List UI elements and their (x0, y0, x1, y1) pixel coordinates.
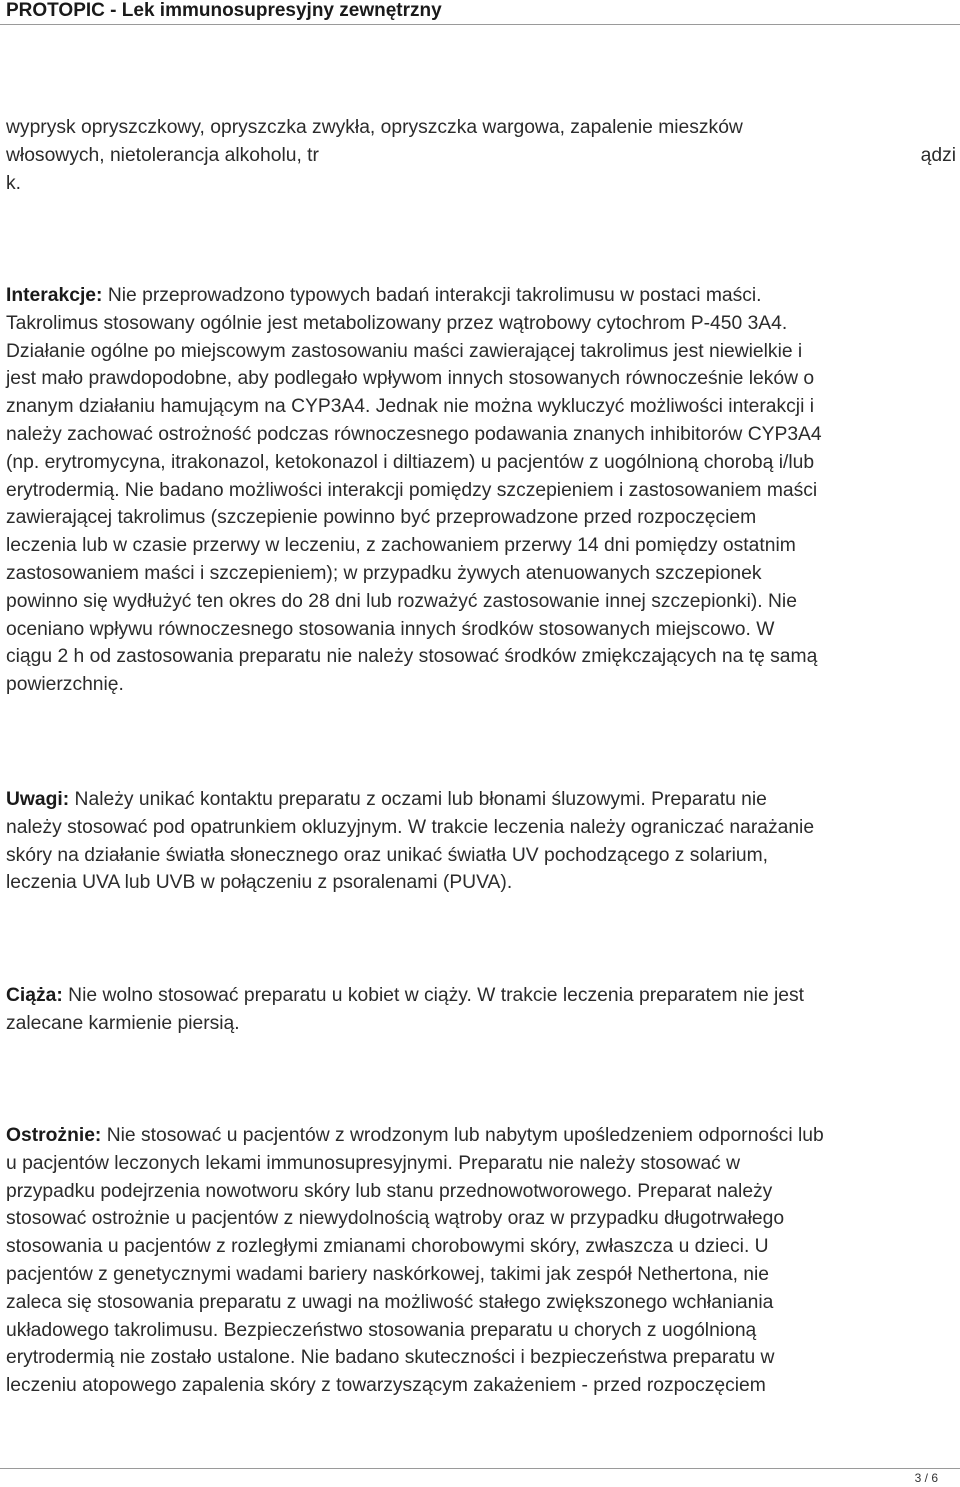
uwagi-label: Uwagi: (6, 789, 70, 810)
intro-line-2-right: ądzi (920, 144, 956, 166)
paragraph-line: powinno się wydłużyć ten okres do 28 dni lub rozważyć zastosowanie innej szczepionki). Nie (6, 590, 797, 612)
page-number: 3 / 6 (914, 1471, 938, 1485)
paragraph-line: ciągu 2 h od zastosowania preparatu nie należy stosować środków zmiękczających na tę samą (6, 646, 818, 668)
paragraph-line: leczenia UVA lub UVB w połączeniu z psoralenami (PUVA). (6, 872, 513, 894)
interakcje-first-line (6, 282, 956, 310)
footer-divider (0, 1468, 960, 1469)
ostroznie-label: Ostrożnie: (6, 1125, 102, 1146)
paragraph-line: jest mało prawdopodobne, aby podlegało wpływom innych stosowanych równocześnie leków o (6, 368, 815, 390)
header-divider (0, 24, 960, 25)
ciaza-section (6, 982, 956, 1038)
paragraph-line: stosowania u pacjentów z rozległymi zmianami chorobowymi skóry, zwłaszcza u dzieci. U (6, 1236, 769, 1258)
ciaza-label: Ciąża: (6, 985, 63, 1006)
paragraph-line: należy stosować pod opatrunkiem okluzyjnym. W trakcie leczenia należy ograniczać narażanie (6, 816, 815, 838)
paragraph-line: (np. erytromycyna, itrakonazol, ketokonazol i diltiazem) u pacjentów z uogólnioną chorobą i/lub (6, 451, 815, 473)
paragraph-line: erytrodermią. Nie badano możliwości interakcji pomiędzy szczepieniem i zastosowaniem maści (6, 479, 818, 501)
paragraph-line: należy zachować ostrożność podczas równoczesnego podawania znanych inhibitorów CYP3A4 (6, 423, 822, 445)
paragraph-line: stosować ostrożnie u pacjentów z niewydolnością wątroby oraz w przypadku długotrwałego (6, 1208, 785, 1230)
intro-paragraph (6, 114, 956, 197)
uwagi-first-line (6, 786, 956, 814)
paragraph-line: Takrolimus stosowany ogólnie jest metabolizowany przez wątrobowy cytochrom P-450 3A4. (6, 312, 788, 334)
ciaza-first-line (6, 982, 956, 1010)
uwagi-section (6, 786, 956, 897)
paragraph-line: przypadku podejrzenia nowotworu skóry lub stanu przednowotworowego. Preparat należy (6, 1180, 773, 1202)
interakcje-label: Interakcje: (6, 285, 103, 306)
paragraph-line: zawierającej takrolimus (szczepienie powinno być przeprowadzone przed rozpoczęciem (6, 507, 757, 529)
paragraph-line: pacjentów z genetycznymi wadami bariery naskórkowej, takimi jak zespół Nethertona, nie (6, 1263, 770, 1285)
interakcje-first-line-text: Nie przeprowadzono typowych badań interakcji takrolimusu w postaci maści. (102, 285, 762, 306)
paragraph-line: zastosowaniem maści i szczepieniem); w przypadku żywych atenuowanych szczepionek (6, 562, 762, 584)
paragraph-line: znanym działaniu hamującym na CYP3A4. Jednak nie można wykluczyć możliwości interakcji i (6, 396, 815, 418)
paragraph-line: układowego takrolimusu. Bezpieczeństwo stosowania preparatu u chorych z uogólnioną (6, 1319, 757, 1341)
intro-line-1: wyprysk opryszczkowy, opryszczka zwykła, opryszczka wargowa, zapalenie mieszków (6, 117, 743, 138)
paragraph-line: skóry na działanie światła słonecznego oraz unikać światła UV pochodzącego z solarium, (6, 844, 769, 866)
ostroznie-first-line (6, 1122, 956, 1150)
paragraph-line: erytrodermią nie zostało ustalone. Nie badano skuteczności i bezpieczeństwa preparatu w (6, 1347, 775, 1369)
ostroznie-first-line-text: Nie stosować u pacjentów z wrodzonym lub nabytym upośledzeniem odporności lub (101, 1125, 824, 1146)
ostroznie-section (6, 1122, 956, 1400)
paragraph-line: zaleca się stosowania preparatu z uwagi na możliwość stałego zwiększonego wchłaniania (6, 1291, 774, 1313)
interakcje-section (6, 282, 956, 699)
paragraph-line: u pacjentów leczonych lekami immunosupresyjnymi. Preparatu nie należy stosować w (6, 1152, 741, 1174)
intro-line-2-left: włosowych, nietolerancja alkoholu, tr (6, 144, 319, 166)
paragraph-line: zalecane karmienie piersią. (6, 1012, 240, 1034)
intro-line-2 (6, 142, 956, 170)
intro-line-3: k. (6, 172, 21, 194)
paragraph-line: leczeniu atopowego zapalenia skóry z towarzyszącym zakażeniem - przed rozpoczęciem (6, 1375, 766, 1397)
page-title: PROTOPIC - Lek immunosupresyjny zewnętrzny (6, 0, 442, 21)
ciaza-first-line-text: Nie wolno stosować preparatu u kobiet w ciąży. W trakcie leczenia preparatem nie jest (62, 985, 805, 1006)
uwagi-first-line-text: Należy unikać kontaktu preparatu z oczami lub błonami śluzowymi. Preparatu nie (69, 789, 767, 810)
paragraph-line: Działanie ogólne po miejscowym zastosowaniu maści zawierającej takrolimus jest niewielkie i (6, 340, 803, 362)
paragraph-line: powierzchnię. (6, 674, 124, 696)
paragraph-line: leczenia lub w czasie przerwy w leczeniu, z zachowaniem przerwy 14 dni pomiędzy ostatnim (6, 535, 796, 557)
paragraph-line: oceniano wpływu równoczesnego stosowania innych środków stosowanych miejscowo. W (6, 618, 775, 640)
